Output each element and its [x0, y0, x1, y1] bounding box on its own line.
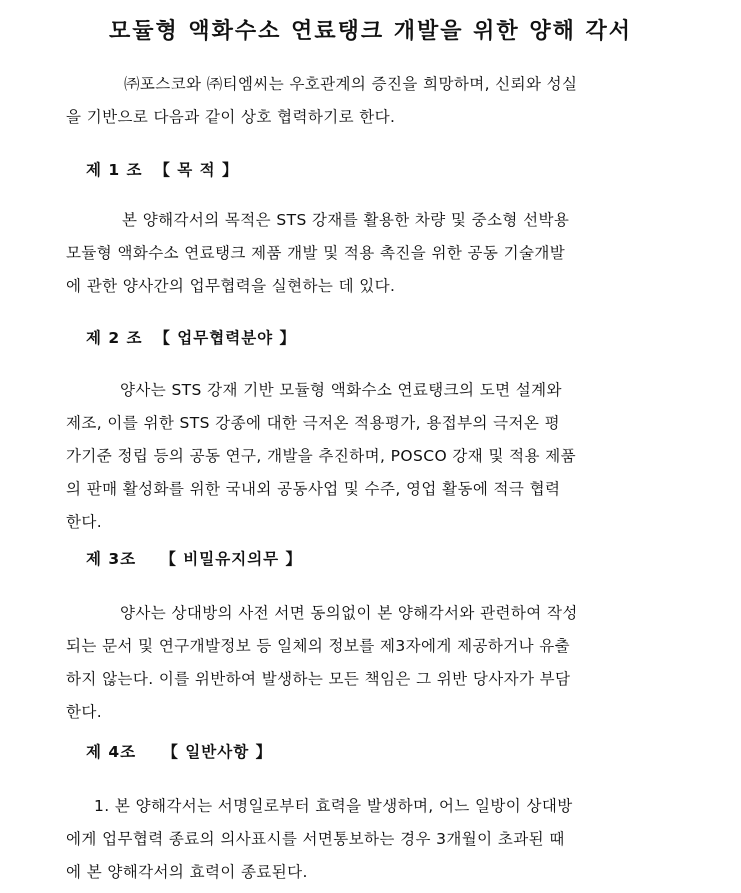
- article-4-label: 【 일반사항 】: [162, 743, 273, 761]
- article-4-line: 에게 업무협력 종료의 의사표시를 서면통보하는 경우 3개월이 초과된 때: [66, 830, 565, 848]
- document-title: 모듈형 액화수소 연료탱크 개발을 위한 양해 각서: [109, 18, 632, 44]
- article-4-heading: [86, 740, 272, 762]
- article-3-line: 하지 않는다. 이를 위반하여 발생하는 모든 책임은 그 위반 당사자가 부담: [66, 670, 571, 688]
- intro-line: 을 기반으로 다음과 같이 상호 협력하기로 한다.: [66, 108, 396, 126]
- article-2-line: 가기준 정립 등의 공동 연구, 개발을 추진하며, POSCO 강재 및 적용 제품: [66, 447, 576, 465]
- article-4-number: 제 4조: [86, 743, 137, 761]
- article-1-line: 모듈형 액화수소 연료탱크 제품 개발 및 적용 촉진을 위한 공동 기술개발: [66, 244, 566, 262]
- article-3-line: 양사는 상대방의 사전 서면 동의없이 본 양해각서와 관련하여 작성: [120, 604, 578, 622]
- article-1-line: 에 관한 양사간의 업무협력을 실현하는 데 있다.: [66, 277, 396, 295]
- article-2-line: 의 판매 활성화를 위한 국내외 공동사업 및 수주, 영업 활동에 적극 협력: [66, 480, 561, 498]
- intro-line: ㈜포스코와 ㈜티엠씨는 우호관계의 증진을 희망하며, 신뢰와 성실: [124, 75, 578, 93]
- article-3-line: 한다.: [66, 703, 103, 721]
- article-2-heading: [86, 326, 296, 348]
- article-1-line: 본 양해각서의 목적은 STS 강재를 활용한 차량 및 중소형 선박용: [122, 211, 570, 229]
- article-4-body: [66, 790, 676, 889]
- intro-paragraph: [66, 68, 676, 134]
- article-2-body: [66, 374, 676, 539]
- article-1-number: 제 1 조: [86, 161, 143, 179]
- article-4-line: 1. 본 양해각서는 서명일로부터 효력을 발생하며, 어느 일방이 상대방: [94, 797, 573, 815]
- article-3-line: 되는 문서 및 연구개발정보 등 일체의 정보를 제3자에게 제공하거나 유출: [66, 637, 571, 655]
- article-1-label: 【 목 적 】: [154, 161, 239, 179]
- article-2-label: 【 업무협력분야 】: [154, 329, 297, 347]
- article-1-heading: [86, 158, 239, 180]
- article-1-body: [66, 204, 676, 303]
- article-2-line: 한다.: [66, 513, 103, 531]
- article-2-line: 제조, 이를 위한 STS 강종에 대한 극저온 적용평가, 용접부의 극저온 평: [66, 414, 560, 432]
- article-3-number: 제 3조: [86, 550, 137, 568]
- article-3-label: 【 비밀유지의무 】: [160, 550, 303, 568]
- article-2-number: 제 2 조: [86, 329, 143, 347]
- article-3-body: [66, 597, 676, 729]
- article-3-heading: [86, 547, 302, 569]
- article-4-line: 에 본 양해각서의 효력이 종료된다.: [66, 863, 308, 881]
- article-2-line: 양사는 STS 강재 기반 모듈형 액화수소 연료탱크의 도면 설계와: [120, 381, 562, 399]
